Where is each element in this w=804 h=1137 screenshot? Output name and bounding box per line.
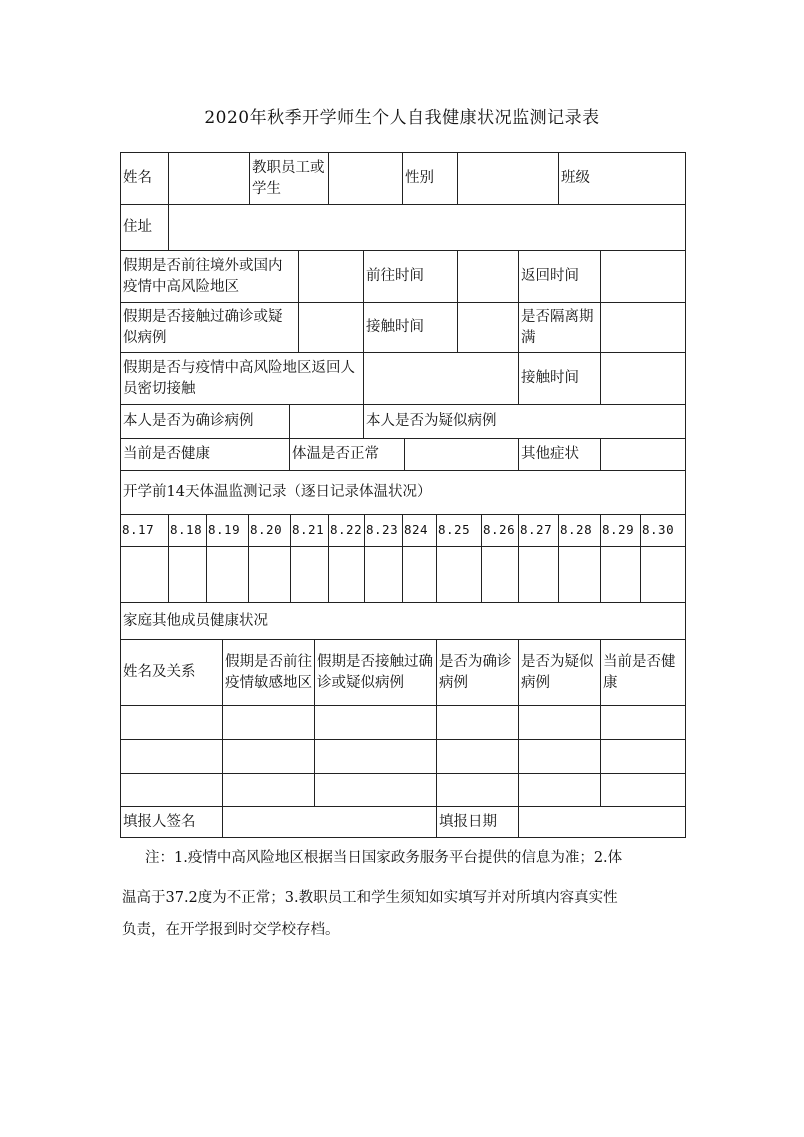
family-cell[interactable] [601,740,686,774]
family-header-healthy: 当前是否健康 [601,640,686,706]
label-name: 姓名 [121,153,169,205]
date-cell: 8.26 [482,515,519,547]
family-cell[interactable] [315,706,437,740]
label-signature: 填报人签名 [121,807,223,838]
confirmed-answer-field[interactable] [290,405,364,439]
temp-entry-field[interactable] [329,547,365,603]
family-cell[interactable] [437,774,519,807]
label-confirmed-question: 本人是否为确诊病例 [121,405,290,439]
family-cell[interactable] [519,774,601,807]
date-cell: 8.20 [249,515,291,547]
date-cell: 8.27 [519,515,559,547]
label-return-time: 返回时间 [519,251,601,303]
temp-entry-field[interactable] [207,547,249,603]
label-contact-time: 接触时间 [364,303,458,353]
health-record-table [120,152,686,838]
signature-field[interactable] [223,807,437,838]
contact-returnee-answer-field[interactable] [364,353,519,405]
temp-entry-field[interactable] [482,547,519,603]
temp-entry-field[interactable] [559,547,601,603]
temp-entry-field[interactable] [601,547,641,603]
label-other-symptoms: 其他症状 [519,439,601,471]
contact-time-field[interactable] [458,303,519,353]
family-header-travel: 假期是否前往疫情敏感地区 [223,640,315,706]
label-contact-time-2: 接触时间 [519,353,601,405]
gender-field[interactable] [458,153,559,205]
family-cell[interactable] [121,774,223,807]
date-cell: 8.21 [291,515,329,547]
temp-entry-field[interactable] [437,547,482,603]
label-family-section: 家庭其他成员健康状况 [121,603,686,640]
family-cell[interactable] [121,740,223,774]
note-line-2: 温高于37.2度为不正常；3.教职员工和学生须知如实填写并对所填内容真实性 [122,890,618,906]
date-cell: 8.29 [601,515,641,547]
family-cell[interactable] [437,740,519,774]
go-time-field[interactable] [458,251,519,303]
label-travel-question: 假期是否前往境外或国内疫情中高风险地区 [121,251,299,303]
date-cell: 8.25 [437,515,482,547]
label-temp-section: 开学前14天体温监测记录（逐日记录体温状况） [121,471,686,515]
label-gender: 性别 [403,153,458,205]
family-cell[interactable] [601,706,686,740]
temp-entry-field[interactable] [403,547,437,603]
note-line-3: 负责，在开学报到时交学校存档。 [122,922,340,938]
label-go-time: 前往时间 [364,251,458,303]
label-identity: 教职员工或学生 [250,153,329,205]
identity-field[interactable] [329,153,403,205]
address-field[interactable] [169,205,686,251]
family-cell[interactable] [601,774,686,807]
temp-entry-field[interactable] [249,547,291,603]
date-cell: 8.19 [207,515,249,547]
family-cell[interactable] [519,706,601,740]
label-contact-returnee-question: 假期是否与疫情中高风险地区返回人员密切接触 [121,353,364,405]
date-cell: 8.18 [169,515,207,547]
family-cell[interactable] [315,740,437,774]
family-cell[interactable] [223,706,315,740]
date-cell: 824 [403,515,437,547]
note-line-1: 注：1.疫情中高风险地区根据当日国家政务服务平台提供的信息为准；2.体 [145,850,623,866]
temp-normal-answer-field[interactable] [405,439,519,471]
family-cell[interactable] [121,706,223,740]
label-address: 住址 [121,205,169,251]
family-cell[interactable] [437,706,519,740]
name-field[interactable] [169,153,250,205]
family-header-name-relation: 姓名及关系 [121,640,223,706]
family-cell[interactable] [223,740,315,774]
date-cell: 8.23 [365,515,403,547]
family-cell[interactable] [519,740,601,774]
family-header-contact: 假期是否接触过确诊或疑似病例 [315,640,437,706]
family-header-confirmed: 是否为确诊病例 [437,640,519,706]
label-isolation-question: 是否隔离期满 [519,303,601,353]
label-temp-normal-question: 体温是否正常 [290,439,405,471]
date-cell: 8.22 [329,515,365,547]
other-symptoms-field[interactable] [601,439,686,471]
label-healthy-question: 当前是否健康 [121,439,290,471]
fill-date-field[interactable] [519,807,686,838]
contact-case-answer-field[interactable] [299,303,364,353]
page-title: 2020年秋季开学师生个人自我健康状况监测记录表 [204,108,600,128]
family-cell[interactable] [315,774,437,807]
isolation-answer-field[interactable] [601,303,686,353]
date-cell: 8.17 [121,515,169,547]
temp-entry-field[interactable] [519,547,559,603]
label-fill-date: 填报日期 [437,807,519,838]
family-cell[interactable] [223,774,315,807]
temp-entry-field[interactable] [291,547,329,603]
label-class: 班级 [559,153,686,205]
label-contact-case-question: 假期是否接触过确诊或疑似病例 [121,303,299,353]
travel-answer-field[interactable] [299,251,364,303]
temp-entry-field[interactable] [121,547,169,603]
label-suspected-question: 本人是否为疑似病例 [364,405,686,439]
date-cell: 8.28 [559,515,601,547]
temp-entry-field[interactable] [365,547,403,603]
return-time-field[interactable] [601,251,686,303]
temp-entry-field[interactable] [169,547,207,603]
date-cell: 8.30 [641,515,686,547]
family-header-suspected: 是否为疑似病例 [519,640,601,706]
contact-time-2-field[interactable] [601,353,686,405]
temp-entry-field[interactable] [641,547,686,603]
